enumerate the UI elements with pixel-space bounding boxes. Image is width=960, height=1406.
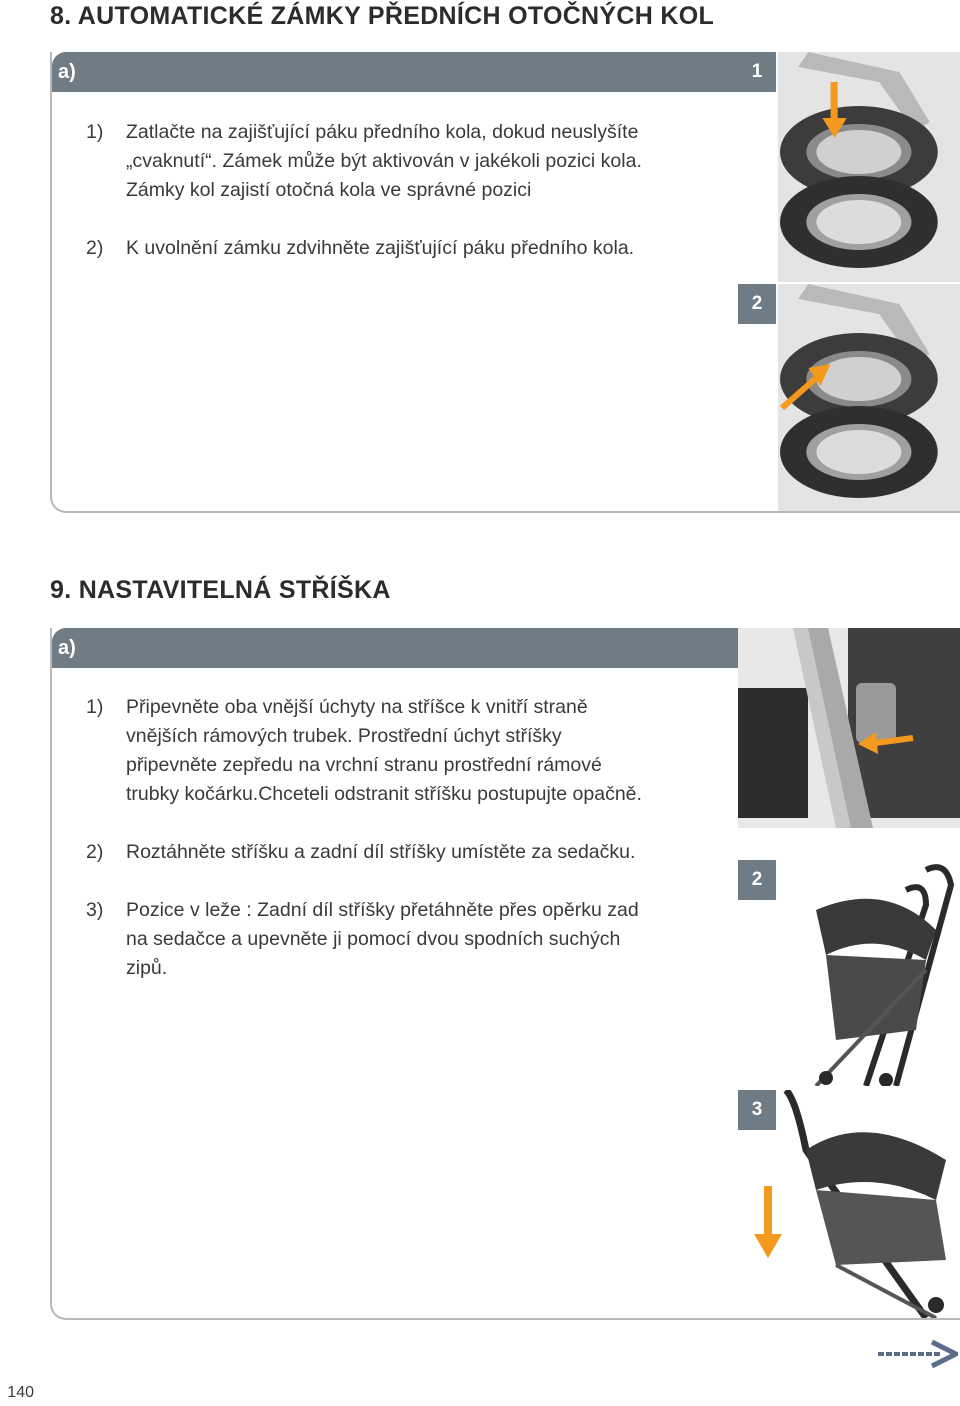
stroller-canopy-icon (776, 860, 960, 1086)
figure-badge-2: 2 (738, 284, 776, 324)
section-8-title: 8. AUTOMATICKÉ ZÁMKY PŘEDNÍCH OTOČNÝCH KOL (50, 2, 715, 30)
step-number: 3) (86, 899, 104, 921)
step-text: Připevněte oba vnější úchyty na stříšce k vnitří straně vnějších rámových trubek. Prostřední úchyt stříšky připevněte zepředu na vrchní stranu prostřední rámové trubky kočárku.Chceteli odstranit stříšku postupujte opačně. (126, 696, 642, 805)
step-text: Zatlačte na zajišťující páku předního kola, dokud neuslyšíte „cvaknutí“. Zámek může být aktivován v jakékoli pozici kola. Zámky kol zajistí otočná kola ve správné pozici (126, 121, 642, 201)
step-item (86, 234, 706, 263)
step-text: Pozice v leže : Zadní díl stříšky přetáhněte přes opěrku zad na sedačce a upevněte ji pomocí dvou spodních suchých zipů. (126, 899, 639, 979)
section-8-figures (738, 52, 960, 511)
step-item (86, 693, 706, 809)
canopy-clip-icon (738, 628, 960, 828)
step-number: 1) (86, 121, 104, 143)
section-9-title: 9. NASTAVITELNÁ STŘÍŠKA (50, 576, 391, 604)
step-item (86, 896, 706, 983)
down-arrow-icon (754, 1186, 782, 1258)
section-8-steps (86, 118, 706, 292)
page-number: 140 (7, 1384, 34, 1401)
step-number: 2) (86, 237, 104, 259)
step-text: K uvolnění zámku zdvihněte zajišťující páku předního kola. (126, 237, 635, 259)
step-number: 2) (86, 841, 104, 863)
figure-badge-2: 2 (738, 860, 776, 900)
step-item (86, 118, 706, 205)
section-8-label: a) (58, 61, 76, 83)
figure-badge-1: 1 (738, 52, 776, 92)
wheel-lock-release-icon (778, 284, 960, 511)
stroller-recline-icon (776, 1090, 960, 1318)
wheel-lock-press-icon (778, 52, 960, 282)
next-page-arrow-icon (876, 1338, 958, 1368)
figure-badge-3: 3 (738, 1090, 776, 1130)
section-9-steps (86, 693, 706, 1012)
section-9-panel (50, 628, 960, 1320)
step-number: 1) (86, 696, 104, 718)
step-item (86, 838, 706, 867)
step-text: Roztáhněte stříšku a zadní díl stříšky umístěte za sedačku. (126, 841, 636, 863)
section-8-panel (50, 52, 960, 513)
section-9-label: a) (58, 637, 76, 659)
